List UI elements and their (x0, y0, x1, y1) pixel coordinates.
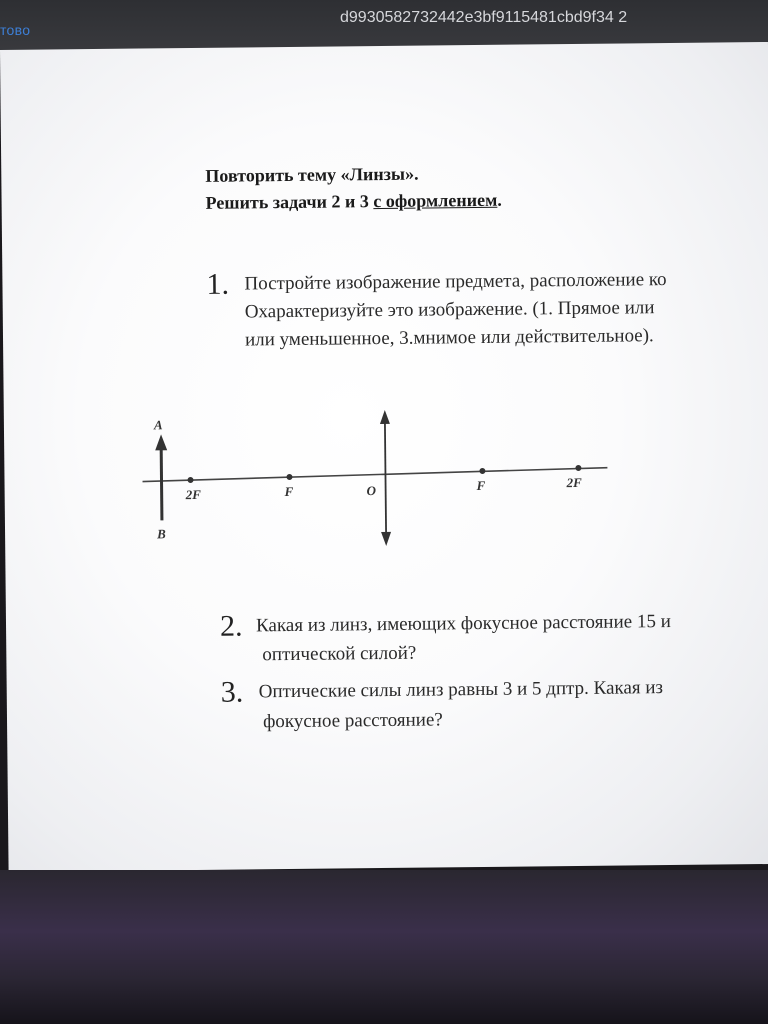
task-3-number: 3. (220, 675, 244, 709)
object-arrow-head (155, 434, 167, 450)
heading-line-2-suffix: . (497, 189, 502, 210)
task-1-number: 1. (206, 267, 230, 301)
background-below-page (0, 870, 768, 1024)
heading-line-1: Повторить тему «Линзы». (205, 163, 419, 186)
task-3-line-1: Оптические силы линз равны 3 и 5 дптр. Какая из (258, 677, 664, 703)
lens (385, 421, 386, 536)
label-f-left: F (284, 483, 294, 500)
task-1-line-1: Постройте изображение предмета, расположение ко (244, 269, 667, 295)
point-2f-right (575, 465, 581, 471)
task-1-line-2: Охарактеризуйте это изображение. (1. Прямое или (244, 297, 655, 323)
optical-axis (142, 468, 607, 482)
lens-bottom-arrowhead (381, 532, 391, 546)
task-2-number: 2. (219, 609, 243, 643)
lens-diagram (0, 42, 768, 872)
task-2-line-2: оптической силой? (262, 642, 417, 666)
done-button[interactable]: тово (0, 22, 31, 38)
task-2-line-1: Какая из линз, имеющих фокусное расстояние 15 и (255, 611, 671, 637)
file-title: d9930582732442e3bf9115481cbd9f34 2 (340, 9, 628, 26)
point-f-left (286, 474, 292, 480)
lens-top-arrowhead (380, 410, 390, 424)
label-f-right: F (476, 477, 486, 494)
task-3-line-2: фокусное расстояние? (262, 709, 443, 733)
label-o: O (366, 483, 377, 499)
label-b: B (156, 526, 166, 542)
paper-page (0, 42, 768, 872)
label-a: A (153, 417, 163, 433)
heading-underlined-text: с оформлением (373, 189, 498, 212)
task-1-line-3: или уменьшенное, 3.мнимое или действительное). (244, 325, 654, 351)
label-2f-left: 2F (185, 486, 201, 503)
label-2f-right: 2F (566, 474, 582, 491)
point-2f-left (187, 477, 193, 483)
object-arrow (161, 446, 162, 520)
point-f-right (479, 468, 485, 474)
heading-line-2-prefix: Решить задачи 2 и 3 (205, 191, 374, 213)
